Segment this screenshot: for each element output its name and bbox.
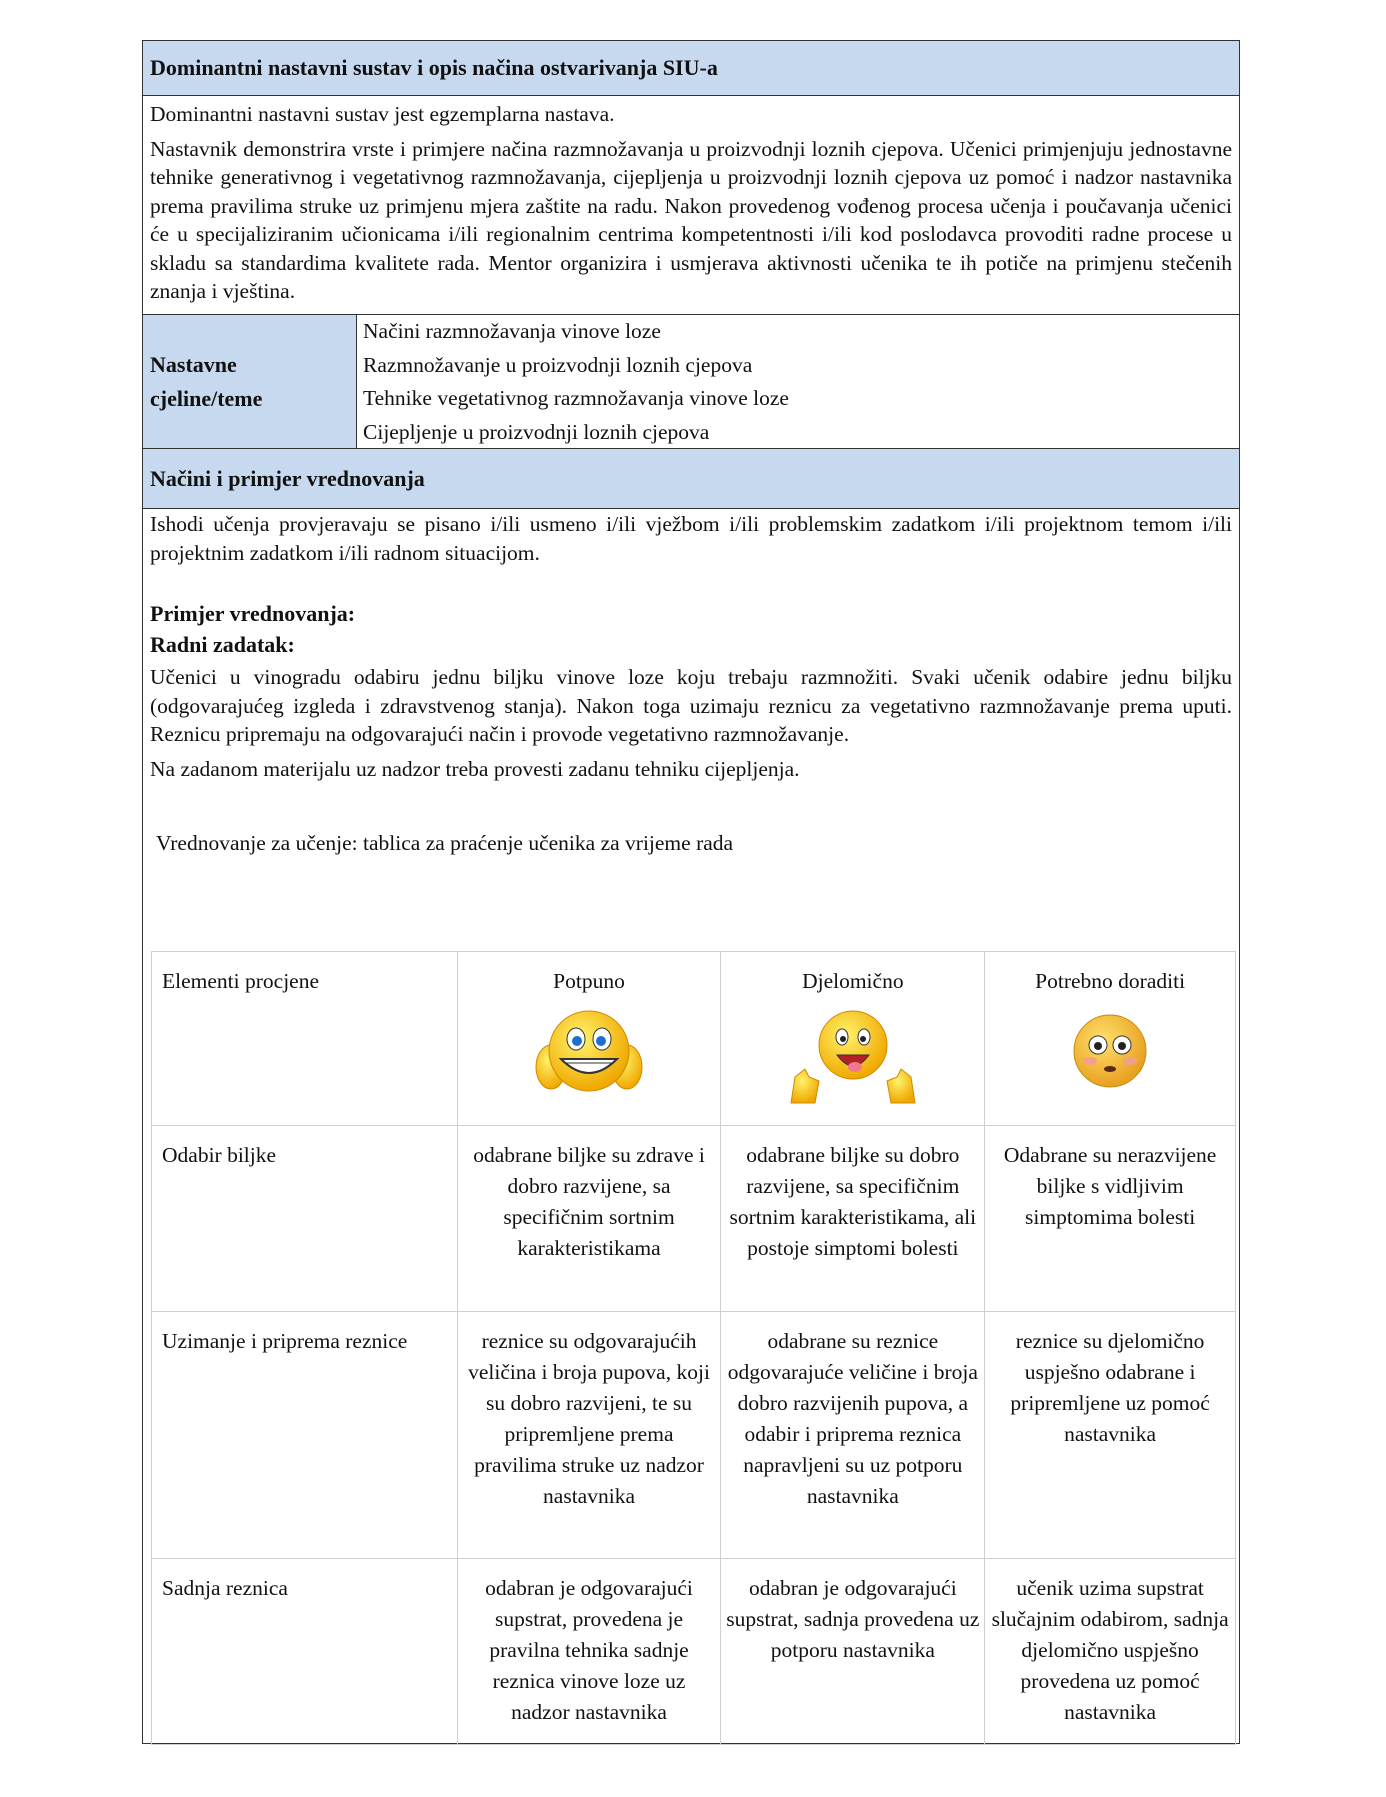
rubric-row (152, 1559, 1236, 1745)
row-needs: reznice su djelomično uspješno odabrane i pripremljene uz pomoć nastavnika (985, 1312, 1236, 1559)
topic-item: Cijepljenje u proizvodnji loznih cjepova (363, 419, 710, 444)
task-title: Radni zadatak: (150, 632, 295, 657)
smiling-thumbs-up-emoji-icon (785, 1007, 921, 1109)
section-header-teaching-system (143, 41, 1239, 96)
section-header-text: Dominantni nastavni sustav i opis načina ostvarivanja SIU-a (150, 55, 718, 80)
header-elements: Elementi procjene (162, 969, 319, 993)
header-partial: Djelomično (802, 969, 904, 993)
row-full: reznice su odgovarajućih veličina i broja pupova, koji su dobro razvijeni, te su pripremljene prema pravilima struke uz nadzor nastavnika (457, 1312, 721, 1559)
topics-list (357, 315, 1239, 448)
teaching-system-body (143, 96, 1239, 315)
row-partial: odabrane su reznice odgovarajuće veličine i broja dobro razvijenih pupova, a odabir i priprema reznica napravljeni su uz potporu nastavnika (721, 1312, 985, 1559)
rubric-row (152, 1126, 1236, 1312)
header-needs-work: Potrebno doraditi (1035, 969, 1186, 993)
row-element: Odabir biljke (152, 1126, 458, 1312)
rubric-caption: Vrednovanje za učenje: tablica za praćenje učenika za vrijeme rada (156, 831, 734, 855)
document-frame (142, 40, 1240, 1744)
row-full: odabrane biljke su zdrave i dobro razvijene, sa specifičnim sortnim karakteristikama (457, 1126, 721, 1312)
outcomes-text: Ishodi učenja provjeravaju se pisano i/ili usmeno i/ili vježbom i/ili problemskim zadatkom i/ili projektnom temom i/ili projektnim zadatkom i/ili radnom situacijom. (150, 512, 1232, 565)
row-needs: Odabrane su nerazvijene biljke s vidljivim simptomima bolesti (985, 1126, 1236, 1312)
description-text: Nastavnik demonstrira vrste i primjere načina razmnožavanja u proizvodnji loznih cjepova. Učenici primjenjuju jednostavne tehnike generativnog i vegetativnog razmnožavanja, cijepljenja u proizvodnji loznih cjepova uz pomoć i nadzor nastavnika prema pravilima struke uz primjenu mjera zaštite na radu. Nakon provedenog vođenog procesa učenja i poučavanja učenici će u specijaliziranim učionicama i/ili regionalnim centrima kompetentnosti i/ili kod poslodavca provoditi radne procese u skladu sa standardima kvalitete rada. Mentor organizira i usmjerava aktivnosti učenika te ih potiče na primjenu stečenih znanja i vještina. (150, 136, 1232, 303)
example-title: Primjer vrednovanja: (150, 601, 356, 626)
rubric-table (151, 951, 1236, 1745)
evaluation-body (143, 510, 1239, 858)
topic-item: Razmnožavanje u proizvodnji loznih cjepova (363, 352, 753, 377)
topic-item: Tehnike vegetativnog razmnožavanja vinove loze (363, 386, 789, 410)
topics-row (143, 315, 1239, 449)
section-header-evaluation (143, 449, 1239, 509)
task-text-2: Na zadanom materijalu uz nadzor treba provesti zadanu tehniku cijepljenja. (150, 756, 800, 781)
row-partial: odabrane biljke su dobro razvijene, sa specifičnim sortnim karakteristikama, ali postoje simptomi bolesti (721, 1126, 985, 1312)
row-partial: odabran je odgovarajući supstrat, sadnja provedena uz potporu nastavnika (721, 1559, 985, 1745)
flushed-face-emoji-icon (1070, 1011, 1150, 1091)
header-full: Potpuno (553, 969, 625, 993)
rubric-header-cell (457, 952, 721, 1126)
row-element: Sadnja reznica (152, 1559, 458, 1745)
task-text: Učenici u vinogradu odabiru jednu biljku vinove loze koju trebaju razmnožiti. Svaki učenik odabire jednu biljku (odgovarajućeg izgleda i zdravstvenog stanja). Nakon toga uzimaju reznicu za vegetativno razmnožavanje prema uputi. Reznicu pripremaju na odgovarajući način i provode vegetativno razmnožavanje. (150, 665, 1232, 746)
grinning-thumbs-up-emoji-icon (531, 1007, 647, 1099)
row-full: odabran je odgovarajući supstrat, provedena je pravilna tehnika sadnje reznica vinove loze uz nadzor nastavnika (457, 1559, 721, 1745)
topic-item: Načini razmnožavanja vinove loze (363, 319, 661, 343)
rubric-header-cell (721, 952, 985, 1126)
row-element: Uzimanje i priprema reznice (152, 1312, 458, 1559)
row-needs: učenik uzima supstrat slučajnim odabirom, sadnja djelomično uspješno provedena uz pomoć nastavnika (985, 1559, 1236, 1745)
topics-label (143, 315, 357, 448)
rubric-header-cell (985, 952, 1236, 1126)
rubric-row (152, 1312, 1236, 1559)
section-header-text: Načini i primjer vrednovanja (150, 465, 425, 491)
rubric-header-cell (152, 952, 458, 1126)
topics-label-text: Nastavne cjeline/teme (150, 351, 263, 411)
intro-text: Dominantni nastavni sustav jest egzemplarna nastava. (150, 102, 615, 126)
rubric-header-row (152, 952, 1236, 1126)
